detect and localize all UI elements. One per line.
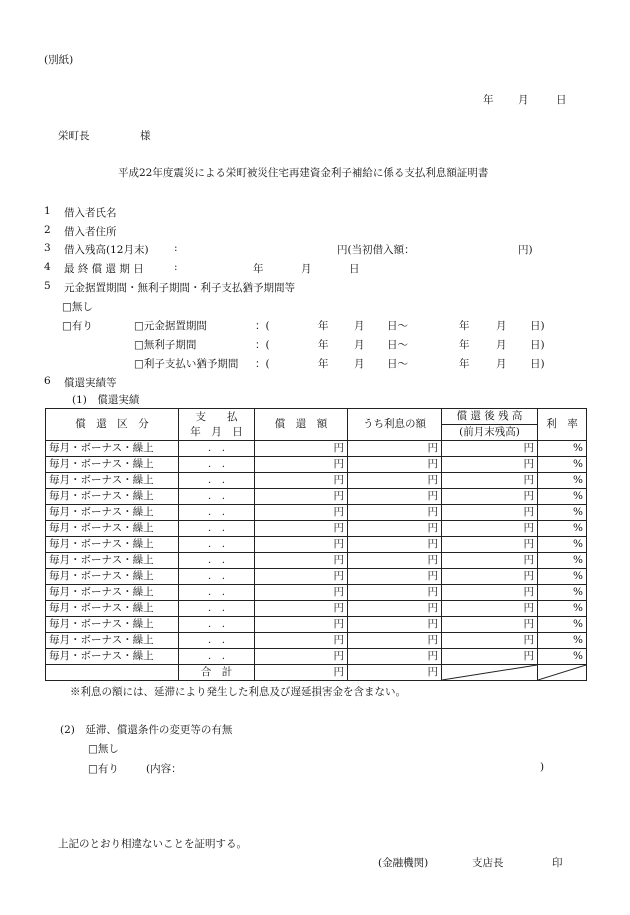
section2-none-checkbox[interactable]: □無し — [88, 743, 119, 755]
row-balance[interactable]: 円 — [442, 569, 538, 585]
table-row — [46, 569, 587, 585]
total-amount[interactable]: 円 — [255, 665, 348, 681]
row-balance[interactable]: 円 — [442, 521, 538, 537]
row-amount[interactable]: 円 — [255, 633, 348, 649]
table-row — [46, 441, 587, 457]
period-2-day-to: 日) — [530, 339, 545, 351]
seal-mark: 印 — [552, 857, 563, 869]
row-rate[interactable]: % — [538, 569, 587, 585]
row-amount[interactable]: 円 — [255, 537, 348, 553]
period-1-year-to: 年 — [459, 320, 470, 332]
row-amount[interactable]: 円 — [255, 617, 348, 633]
row-category: 毎月・ボーナス・繰上 — [46, 569, 179, 585]
financial-institution: (金融機関) — [378, 857, 429, 869]
period-3-day-from: 日～ — [387, 358, 408, 370]
row-rate[interactable]: % — [538, 489, 587, 505]
item-5-yes-checkbox[interactable]: □有り — [62, 320, 93, 332]
row-category: 毎月・ボーナス・繰上 — [46, 617, 179, 633]
table-row — [46, 537, 587, 553]
row-balance[interactable]: 円 — [442, 441, 538, 457]
item-6-number: 6 — [44, 375, 51, 387]
document-title: 平成22年度震災による栄町被災住宅再建資金利子補給に係る支払利息額証明書 — [118, 167, 489, 179]
row-rate[interactable]: % — [538, 585, 587, 601]
row-payment-date[interactable]: . . — [179, 441, 255, 457]
period-3-month: 月 — [354, 358, 365, 370]
row-category: 毎月・ボーナス・繰上 — [46, 601, 179, 617]
addressee: 栄町長 — [58, 130, 90, 142]
section2-content-close: ) — [540, 761, 545, 773]
row-payment-date[interactable]: . . — [179, 649, 255, 665]
row-rate[interactable]: % — [538, 441, 587, 457]
row-amount[interactable]: 円 — [255, 585, 348, 601]
item-5-none-checkbox[interactable]: □無し — [62, 301, 93, 313]
row-payment-date[interactable]: . . — [179, 553, 255, 569]
honorific: 様 — [140, 130, 151, 142]
row-amount[interactable]: 円 — [255, 489, 348, 505]
row-category: 毎月・ボーナス・繰上 — [46, 585, 179, 601]
row-balance[interactable]: 円 — [442, 617, 538, 633]
period-1-month-to: 月 — [496, 320, 507, 332]
table-row — [46, 617, 587, 633]
row-interest[interactable]: 円 — [348, 489, 442, 505]
attachment-label: (別紙) — [44, 54, 74, 66]
row-payment-date[interactable]: . . — [179, 537, 255, 553]
table-row — [46, 553, 587, 569]
row-balance[interactable]: 円 — [442, 553, 538, 569]
row-interest[interactable]: 円 — [348, 569, 442, 585]
period-1-day-from: 日～ — [387, 320, 408, 332]
header-balance-top: 償 還 後 残 高 — [442, 409, 538, 425]
row-category: 毎月・ボーナス・繰上 — [46, 521, 179, 537]
period-3-open: ：( — [255, 358, 270, 370]
row-interest[interactable]: 円 — [348, 601, 442, 617]
item-3-yen: 円(当初借入額： — [337, 244, 415, 256]
row-interest[interactable]: 円 — [348, 585, 442, 601]
row-rate[interactable]: % — [538, 633, 587, 649]
item-6-label: 償還実績等 — [64, 377, 117, 389]
row-rate[interactable]: % — [538, 649, 587, 665]
item-4-label: 最 終 償 還 期 日 — [64, 263, 144, 275]
row-payment-date[interactable]: . . — [179, 633, 255, 649]
row-amount[interactable]: 円 — [255, 521, 348, 537]
row-interest[interactable]: 円 — [348, 537, 442, 553]
certification-text: 上記のとおり相違ないことを証明する。 — [58, 838, 247, 850]
date-year: 年 — [483, 94, 494, 106]
row-amount[interactable]: 円 — [255, 553, 348, 569]
period-1-open: ：( — [255, 320, 270, 332]
period-2-year: 年 — [318, 339, 329, 351]
table-row — [46, 489, 587, 505]
row-amount[interactable]: 円 — [255, 441, 348, 457]
table-row — [46, 457, 587, 473]
total-balance-void — [442, 665, 538, 681]
period-1-month: 月 — [354, 320, 365, 332]
table-row — [46, 473, 587, 489]
row-amount[interactable]: 円 — [255, 457, 348, 473]
row-balance[interactable]: 円 — [442, 457, 538, 473]
row-category: 毎月・ボーナス・繰上 — [46, 489, 179, 505]
period-1-year: 年 — [318, 320, 329, 332]
repayment-table — [45, 408, 587, 681]
header-amount: 償 還 額 — [255, 409, 348, 441]
item-4-month: 月 — [301, 263, 312, 275]
period-3-month-to: 月 — [496, 358, 507, 370]
row-category: 毎月・ボーナス・繰上 — [46, 553, 179, 569]
row-rate[interactable]: % — [538, 601, 587, 617]
row-payment-date[interactable]: . . — [179, 569, 255, 585]
row-payment-date[interactable]: . . — [179, 617, 255, 633]
header-category: 償 還 区 分 — [46, 409, 179, 441]
item-5-number: 5 — [44, 280, 51, 292]
item-4-number: 4 — [44, 261, 51, 273]
total-label: 合 計 — [179, 665, 255, 681]
table-row — [46, 585, 587, 601]
total-row — [46, 665, 587, 681]
row-interest[interactable]: 円 — [348, 441, 442, 457]
row-payment-date[interactable]: . . — [179, 601, 255, 617]
period-deferral-checkbox[interactable]: □利子支払い猶予期間 — [134, 358, 239, 370]
period-3-year: 年 — [318, 358, 329, 370]
header-payment-top: 支 払 — [195, 410, 238, 423]
header-payment-date — [179, 409, 255, 441]
row-category: 毎月・ボーナス・繰上 — [46, 457, 179, 473]
row-payment-date[interactable]: . . — [179, 585, 255, 601]
item-1-number: 1 — [44, 205, 51, 217]
row-rate[interactable]: % — [538, 457, 587, 473]
row-payment-date[interactable]: . . — [179, 521, 255, 537]
section2-yes-checkbox[interactable]: □有り — [88, 763, 119, 775]
row-interest[interactable]: 円 — [348, 649, 442, 665]
branch-manager: 支店長 — [472, 857, 504, 869]
period-2-month-to: 月 — [496, 339, 507, 351]
row-interest[interactable]: 円 — [348, 633, 442, 649]
row-rate[interactable]: % — [538, 473, 587, 489]
period-2-month: 月 — [354, 339, 365, 351]
row-balance[interactable]: 円 — [442, 601, 538, 617]
date-day: 日 — [556, 94, 567, 106]
row-interest[interactable]: 円 — [348, 473, 442, 489]
row-amount[interactable]: 円 — [255, 649, 348, 665]
total-interest[interactable]: 円 — [348, 665, 442, 681]
row-balance[interactable]: 円 — [442, 473, 538, 489]
row-balance[interactable]: 円 — [442, 505, 538, 521]
table-note: ※利息の額には、延滞により発生した利息及び遅延損害金を含まない。 — [70, 686, 406, 698]
item-4-colon: : — [174, 261, 178, 273]
row-category: 毎月・ボーナス・繰上 — [46, 537, 179, 553]
row-rate[interactable]: % — [538, 537, 587, 553]
table-row — [46, 649, 587, 665]
row-rate[interactable]: % — [538, 553, 587, 569]
item-2-label: 借入者住所 — [64, 226, 117, 238]
row-balance[interactable]: 円 — [442, 633, 538, 649]
item-3-number: 3 — [44, 242, 51, 254]
date-month: 月 — [518, 94, 529, 106]
row-payment-date[interactable]: . . — [179, 457, 255, 473]
table-row — [46, 601, 587, 617]
row-balance[interactable]: 円 — [442, 585, 538, 601]
row-interest[interactable]: 円 — [348, 553, 442, 569]
row-amount[interactable]: 円 — [255, 505, 348, 521]
header-balance-bottom: (前月末残高) — [442, 425, 538, 441]
period-interest-free-checkbox[interactable]: □無利子期間 — [134, 339, 197, 351]
row-rate[interactable]: % — [538, 505, 587, 521]
item-2-number: 2 — [44, 224, 51, 236]
period-1-day-to: 日) — [530, 320, 545, 332]
row-balance[interactable]: 円 — [442, 489, 538, 505]
table-row — [46, 521, 587, 537]
row-interest[interactable]: 円 — [348, 617, 442, 633]
table-row — [46, 633, 587, 649]
row-payment-date[interactable]: . . — [179, 473, 255, 489]
row-interest[interactable]: 円 — [348, 521, 442, 537]
item-3-label: 借入残高(12月末) — [64, 244, 149, 256]
table-row — [46, 505, 587, 521]
row-category: 毎月・ボーナス・繰上 — [46, 649, 179, 665]
row-payment-date[interactable]: . . — [179, 505, 255, 521]
row-amount[interactable]: 円 — [255, 601, 348, 617]
row-amount[interactable]: 円 — [255, 473, 348, 489]
period-2-year-to: 年 — [459, 339, 470, 351]
row-amount[interactable]: 円 — [255, 569, 348, 585]
row-category: 毎月・ボーナス・繰上 — [46, 441, 179, 457]
row-balance[interactable]: 円 — [442, 649, 538, 665]
header-rate: 利 率 — [538, 409, 587, 441]
row-category: 毎月・ボーナス・繰上 — [46, 505, 179, 521]
period-2-day-from: 日～ — [387, 339, 408, 351]
section2-content-open: (内容： — [146, 763, 182, 775]
row-interest[interactable]: 円 — [348, 505, 442, 521]
period-grace-checkbox[interactable]: □元金据置期間 — [134, 320, 207, 332]
section2-title: (2) 延滞、償還条件の変更等の有無 — [60, 724, 233, 736]
row-rate[interactable]: % — [538, 521, 587, 537]
item-3-colon: : — [174, 242, 178, 254]
total-rate-void — [538, 665, 587, 681]
item-3-yen-close: 円) — [518, 244, 533, 256]
item-4-year: 年 — [253, 263, 264, 275]
period-3-day-to: 日) — [530, 358, 545, 370]
header-interest: うち利息の額 — [348, 409, 442, 441]
row-interest[interactable]: 円 — [348, 457, 442, 473]
item-5-label: 元金据置期間・無利子期間・利子支払猶予期間等 — [64, 282, 295, 294]
period-2-open: ：( — [255, 339, 270, 351]
row-rate[interactable]: % — [538, 617, 587, 633]
row-category: 毎月・ボーナス・繰上 — [46, 473, 179, 489]
item-4-day: 日 — [349, 263, 360, 275]
repayment-subtitle: (1) 償還実績 — [72, 394, 140, 406]
row-category: 毎月・ボーナス・繰上 — [46, 633, 179, 649]
row-balance[interactable]: 円 — [442, 537, 538, 553]
header-payment-bottom: 年 月 日 — [190, 425, 243, 438]
item-1-label: 借入者氏名 — [64, 207, 117, 219]
period-3-year-to: 年 — [459, 358, 470, 370]
row-payment-date[interactable]: . . — [179, 489, 255, 505]
